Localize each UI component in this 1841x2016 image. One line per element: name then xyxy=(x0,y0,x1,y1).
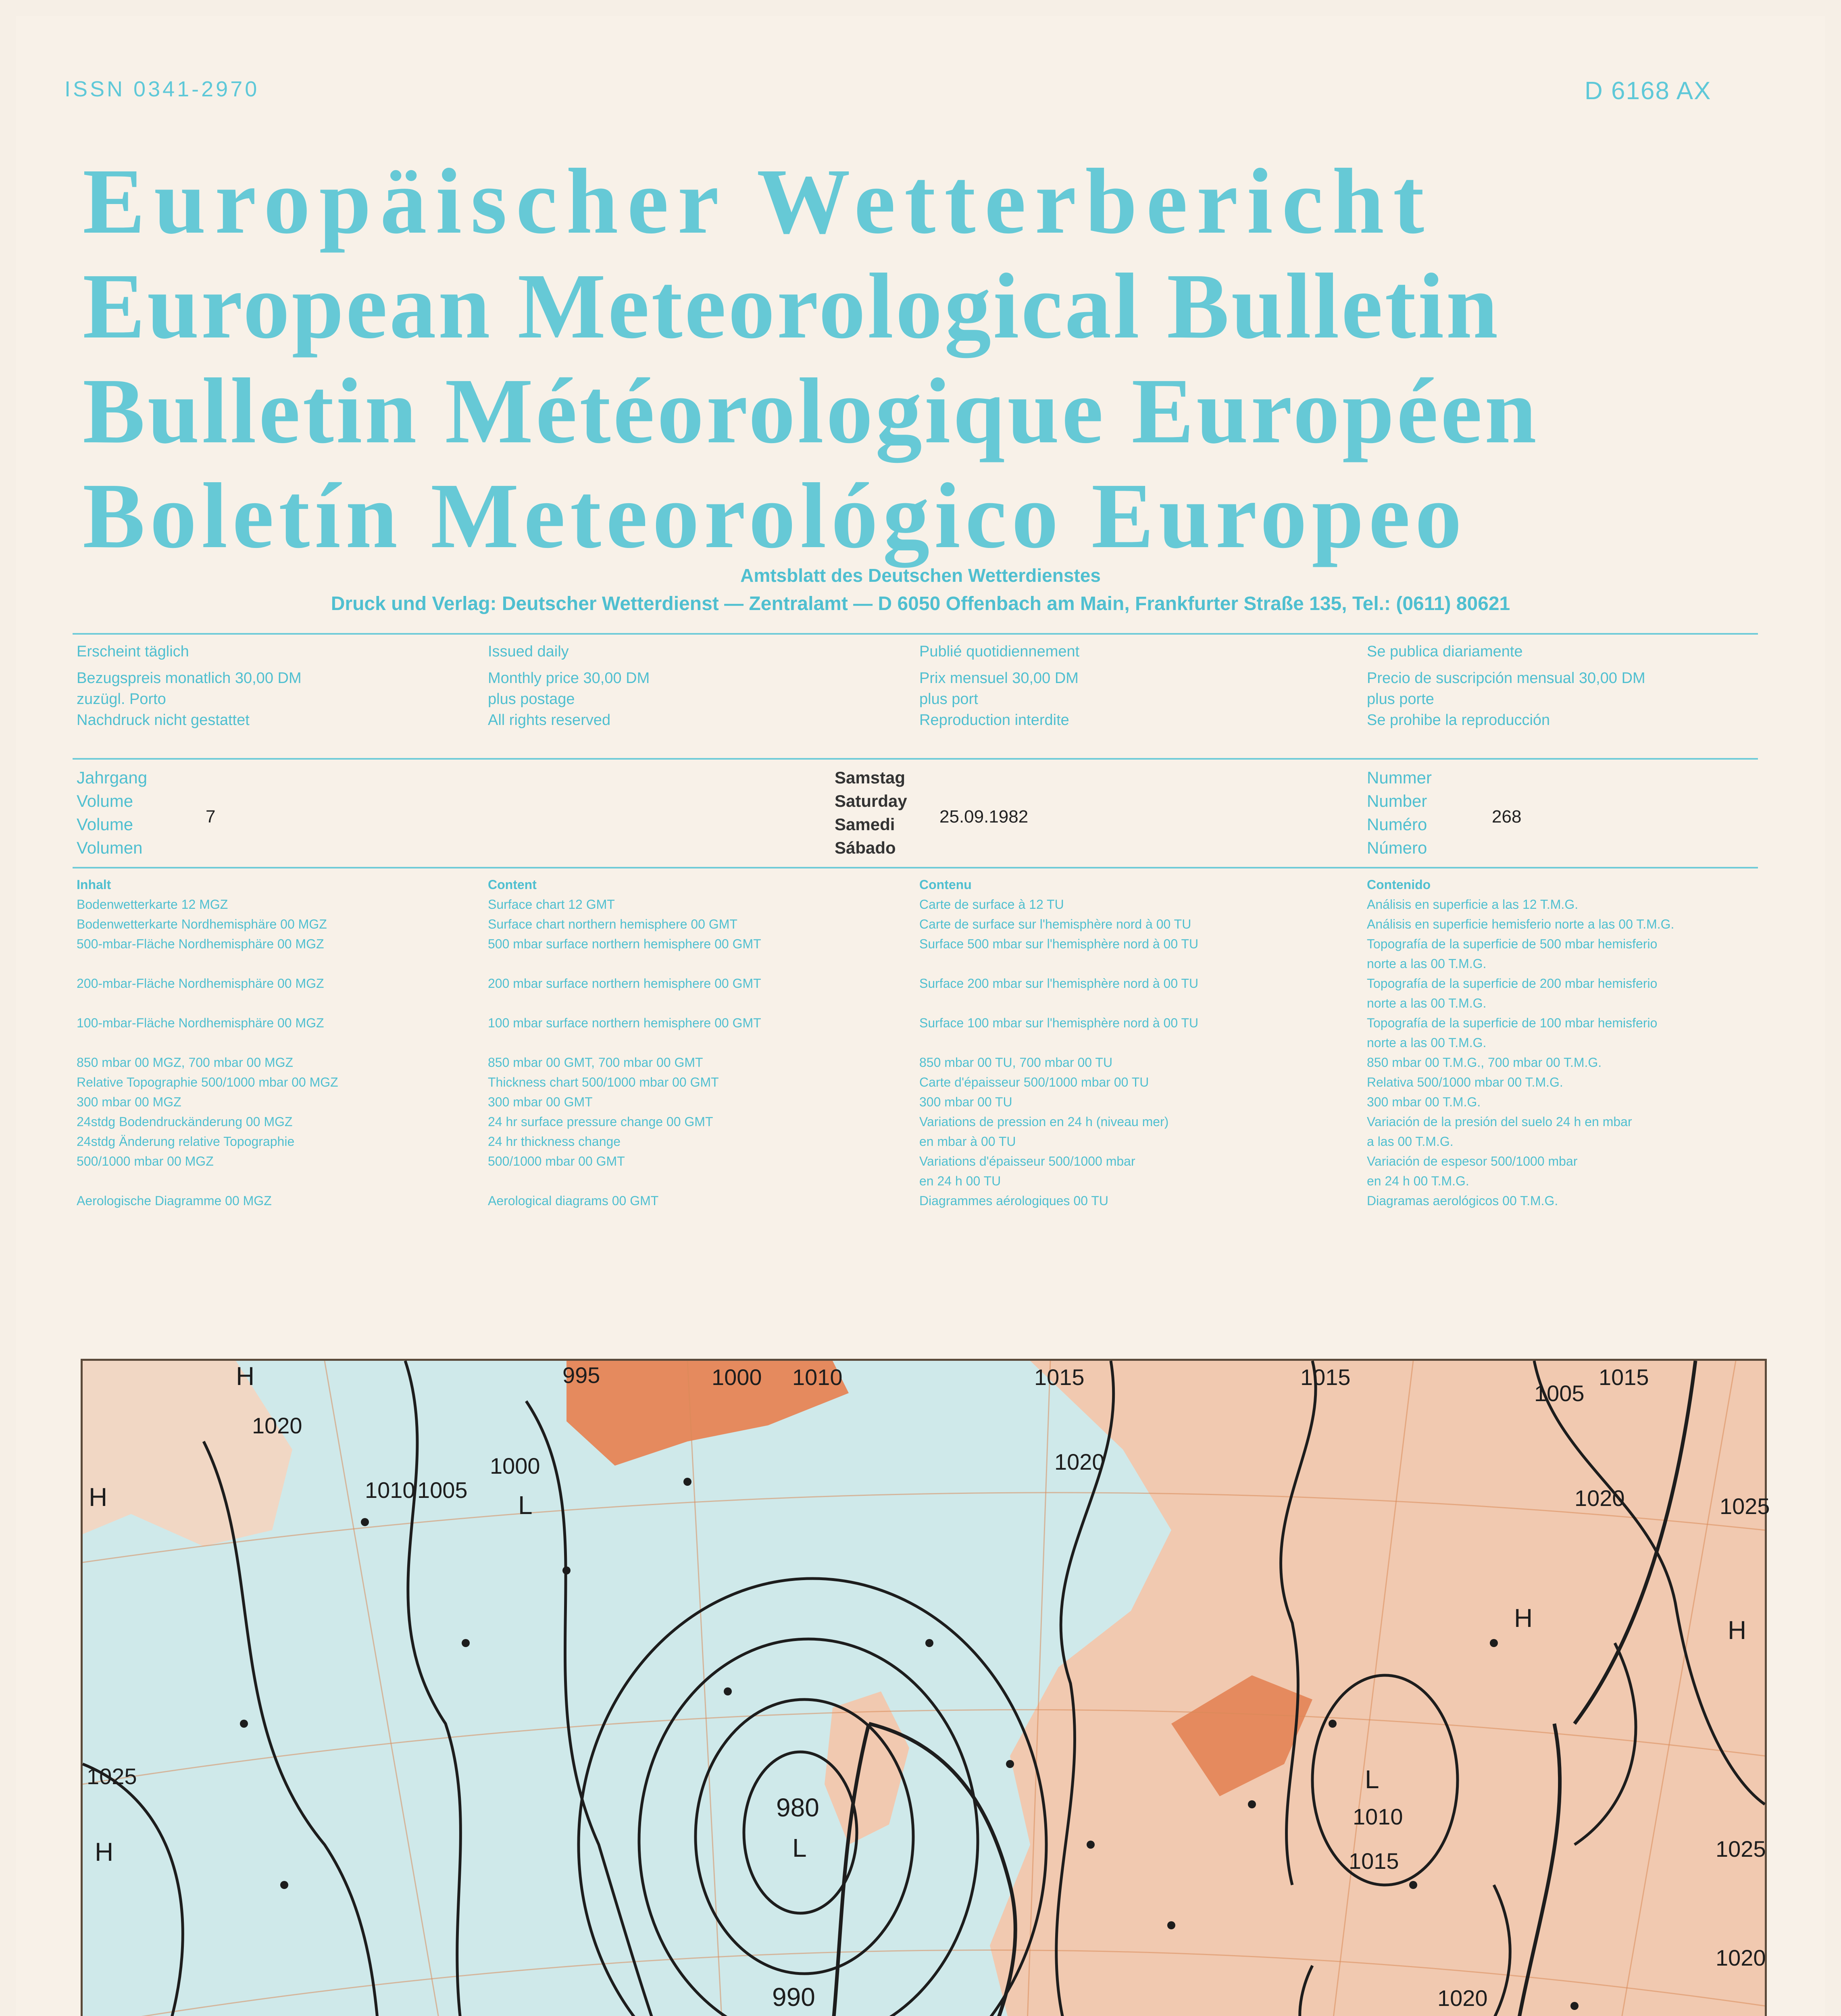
sub-es-3: plus porte xyxy=(1367,691,1434,708)
divider-middle xyxy=(73,758,1758,760)
contents-de-item: 850 mbar 00 MGZ, 700 mbar 00 MGZ xyxy=(77,1055,294,1070)
contents-de-item: Bodenwetterkarte Nordhemisphäre 00 MGZ xyxy=(77,917,327,931)
contents-fr-item xyxy=(919,954,1198,974)
title-spanish: Boletín Meteorológico Europeo xyxy=(83,464,1467,568)
day-label-es: Sábado xyxy=(835,838,896,857)
volume-value: 7 xyxy=(206,807,216,827)
contents-en-item: Thickness chart 500/1000 mbar 00 GMT xyxy=(488,1075,719,1089)
contents-de-item: 100-mbar-Fläche Nordhemisphäre 00 MGZ xyxy=(77,1016,324,1030)
contents-es-item: en 24 h 00 T.M.G. xyxy=(1367,1174,1469,1188)
title-german: Europäischer Wetterbericht xyxy=(83,150,1433,253)
sub-fr-4: Reproduction interdite xyxy=(919,712,1069,729)
contents-es-item: a las 00 T.M.G. xyxy=(1367,1134,1454,1149)
isobar-label: 1015 xyxy=(1599,1364,1649,1390)
contents-de-item xyxy=(77,1033,338,1053)
sub-de-2: Bezugspreis monatlich 30,00 DM xyxy=(77,670,302,687)
contents-spanish xyxy=(1367,875,1674,1211)
high-pressure-centre: H xyxy=(1728,1616,1747,1645)
isobar-label: 1005 xyxy=(417,1477,468,1503)
sub-de-3: zuzügl. Porto xyxy=(77,691,166,708)
subscription-spanish xyxy=(1367,641,1645,731)
title-block xyxy=(83,149,1768,569)
contents-fr-item xyxy=(919,1033,1198,1053)
contents-es-item: Diagramas aerológicos 00 T.M.G. xyxy=(1367,1193,1558,1208)
day-label-de: Samstag xyxy=(835,768,906,787)
contents-fr-item: 850 mbar 00 TU, 700 mbar 00 TU xyxy=(919,1055,1113,1070)
publisher-line1: Amtsblatt des Deutschen Wetterdienstes xyxy=(740,565,1101,586)
contents-de-item xyxy=(77,954,338,974)
contents-de-item: 500-mbar-Fläche Nordhemisphäre 00 MGZ xyxy=(77,937,324,951)
bulletin-page xyxy=(16,16,1825,2016)
contents-en-item: 300 mbar 00 GMT xyxy=(488,1095,593,1109)
number-value: 268 xyxy=(1492,807,1522,827)
isobar-label: 1000 xyxy=(490,1453,540,1479)
volume-label-fr: Volume xyxy=(77,815,133,834)
high-pressure-centre: H xyxy=(95,1837,114,1866)
isobar-label: 1025 xyxy=(1720,1493,1770,1519)
contents-fr-item: Surface 500 mbar sur l'hemisphère nord à 00 TU xyxy=(919,937,1199,951)
contents-fr-item: Surface 200 mbar sur l'hemisphère nord à 00 TU xyxy=(919,976,1199,991)
contents-de-item: 200-mbar-Fläche Nordhemisphäre 00 MGZ xyxy=(77,976,324,991)
isobar-label: 1000 xyxy=(712,1364,762,1390)
contents-es-item: Topografía de la superficie de 500 mbar hemisferio xyxy=(1367,937,1658,951)
contents-de-item xyxy=(77,1171,338,1191)
subscription-french xyxy=(919,641,1079,731)
sub-fr-2: Prix mensuel 30,00 DM xyxy=(919,670,1079,687)
day-labels xyxy=(835,766,907,860)
contents-head-fr: Contenu xyxy=(919,877,972,892)
contents-en-item: 850 mbar 00 GMT, 700 mbar 00 GMT xyxy=(488,1055,703,1070)
isobar-label: 980 xyxy=(776,1793,819,1822)
sub-es-1: Se publica diariamente xyxy=(1367,643,1523,660)
sub-es-4: Se prohibe la reproducción xyxy=(1367,712,1550,729)
contents-es-item: norte a las 00 T.M.G. xyxy=(1367,996,1487,1010)
contents-fr-item: Carte de surface à 12 TU xyxy=(919,897,1064,912)
isobar-label: 1015 xyxy=(1300,1364,1351,1390)
contents-es-item: Topografía de la superficie de 200 mbar hemisferio xyxy=(1367,976,1658,991)
contents-english xyxy=(488,875,761,1211)
contents-head-es: Contenido xyxy=(1367,877,1431,892)
number-label-fr: Numéro xyxy=(1367,815,1427,834)
day-label-fr: Samedi xyxy=(835,815,895,834)
title-french: Bulletin Météorologique Européen xyxy=(83,359,1539,463)
contents-de-item: Aerologische Diagramme 00 MGZ xyxy=(77,1193,272,1208)
number-labels xyxy=(1367,766,1432,860)
volume-label-de: Jahrgang xyxy=(77,768,148,787)
contents-es-item: Topografía de la superficie de 100 mbar hemisferio xyxy=(1367,1016,1658,1030)
contents-french xyxy=(919,875,1198,1211)
contents-fr-item: en mbar à 00 TU xyxy=(919,1134,1016,1149)
contents-fr-item: Variations de pression en 24 h (niveau mer) xyxy=(919,1114,1169,1129)
surface-chart-map xyxy=(81,1359,1770,2016)
isobar-label: 1020 xyxy=(1054,1449,1105,1475)
divider-top xyxy=(73,633,1758,635)
contents-german xyxy=(77,875,338,1211)
sub-en-4: All rights reserved xyxy=(488,712,611,729)
contents-en-item xyxy=(488,993,761,1013)
number-label-en: Number xyxy=(1367,791,1427,810)
publisher-line2: Druck und Verlag: Deutscher Wetterdienst — Zentralamt — D 6050 Offenbach am Main, Frankfurter Straße 135, Tel.: (0611) 80621 xyxy=(331,593,1510,614)
isobar-label: 1025 xyxy=(87,1764,137,1789)
contents-de-item: Relative Topographie 500/1000 mbar 00 MGZ xyxy=(77,1075,338,1089)
day-label-en: Saturday xyxy=(835,791,907,810)
contents-fr-item: Carte de surface sur l'hemisphère nord à 00 TU xyxy=(919,917,1191,931)
issn-number: ISSN 0341-2970 xyxy=(65,77,260,101)
contents-head-de: Inhalt xyxy=(77,877,111,892)
isobar-label: 1020 xyxy=(1574,1485,1625,1511)
high-pressure-centre: H xyxy=(236,1362,255,1391)
contents-de-item: 300 mbar 00 MGZ xyxy=(77,1095,181,1109)
isobar-label: 1005 xyxy=(1534,1381,1585,1406)
isobar-label: 1025 xyxy=(1716,1836,1766,1862)
contents-es-item: Variación de la presión del suelo 24 h en mbar xyxy=(1367,1114,1632,1129)
contents-fr-item: en 24 h 00 TU xyxy=(919,1174,1001,1188)
contents-es-item: Variación de espesor 500/1000 mbar xyxy=(1367,1154,1578,1168)
isobar-label: 1015 xyxy=(1034,1364,1085,1390)
sub-fr-3: plus port xyxy=(919,691,978,708)
volume-label-en: Volume xyxy=(77,791,133,810)
contents-de-item: 500/1000 mbar 00 MGZ xyxy=(77,1154,214,1168)
contents-fr-item: Diagrammes aérologiques 00 TU xyxy=(919,1193,1108,1208)
isobar-label: 1020 xyxy=(1437,1985,1488,2011)
isobar-label: 995 xyxy=(562,1362,600,1388)
publication-code: D 6168 AX xyxy=(1585,77,1712,105)
contents-en-item: 200 mbar surface northern hemisphere 00 GMT xyxy=(488,976,761,991)
contents-head-en: Content xyxy=(488,877,537,892)
contents-en-item: Aerological diagrams 00 GMT xyxy=(488,1193,659,1208)
sub-fr-1: Publié quotidiennement xyxy=(919,643,1080,660)
contents-en-item: 500/1000 mbar 00 GMT xyxy=(488,1154,625,1168)
contents-es-item: 850 mbar 00 T.M.G., 700 mbar 00 T.M.G. xyxy=(1367,1055,1602,1070)
contents-de-item: Bodenwetterkarte 12 MGZ xyxy=(77,897,228,912)
low-pressure-centre: L xyxy=(518,1491,533,1520)
volume-label-es: Volumen xyxy=(77,838,143,857)
contents-en-item: 500 mbar surface northern hemisphere 00 GMT xyxy=(488,937,761,951)
contents-en-item: 24 hr surface pressure change 00 GMT xyxy=(488,1114,713,1129)
surface-chart-svg xyxy=(83,1361,1770,2016)
contents-en-item: 100 mbar surface northern hemisphere 00 GMT xyxy=(488,1016,761,1030)
isobar-label: 1015 xyxy=(1349,1848,1399,1874)
contents-en-item xyxy=(488,1033,761,1053)
sub-de-4: Nachdruck nicht gestattet xyxy=(77,712,250,729)
sub-en-3: plus postage xyxy=(488,691,575,708)
isobar-label: 1010 xyxy=(792,1364,843,1390)
contents-es-item: Análisis en superficie a las 12 T.M.G. xyxy=(1367,897,1579,912)
contents-en-item: Surface chart 12 GMT xyxy=(488,897,615,912)
low-pressure-centre: L xyxy=(1365,1765,1379,1794)
contents-en-item xyxy=(488,954,761,974)
contents-es-item: norte a las 00 T.M.G. xyxy=(1367,956,1487,971)
contents-en-item xyxy=(488,1171,761,1191)
title-english: European Meteorological Bulletin xyxy=(83,254,1500,358)
isobar-label: 1020 xyxy=(252,1413,302,1438)
contents-en-item: Surface chart northern hemisphere 00 GMT xyxy=(488,917,737,931)
contents-en-item: 24 hr thickness change xyxy=(488,1134,621,1149)
isobar-label: 1010 xyxy=(365,1477,415,1503)
contents-es-item: norte a las 00 T.M.G. xyxy=(1367,1035,1487,1050)
subscription-english xyxy=(488,641,650,731)
contents-fr-item: 300 mbar 00 TU xyxy=(919,1095,1012,1109)
number-label-de: Nummer xyxy=(1367,768,1432,787)
sub-es-2: Precio de suscripción mensual 30,00 DM xyxy=(1367,670,1645,687)
contents-de-item: 24stdg Bodendruckänderung 00 MGZ xyxy=(77,1114,293,1129)
high-pressure-centre: H xyxy=(89,1483,108,1512)
contents-fr-item: Surface 100 mbar sur l'hemisphère nord à 00 TU xyxy=(919,1016,1199,1030)
sub-en-2: Monthly price 30,00 DM xyxy=(488,670,650,687)
isobar-label: 1010 xyxy=(1353,1804,1403,1829)
isobar-label: 1020 xyxy=(1716,1945,1766,1970)
contents-es-item: Relativa 500/1000 mbar 00 T.M.G. xyxy=(1367,1075,1563,1089)
contents-es-item: 300 mbar 00 T.M.G. xyxy=(1367,1095,1481,1109)
divider-lower xyxy=(73,867,1758,868)
contents-fr-item xyxy=(919,993,1198,1013)
contents-de-item: 24stdg Änderung relative Topographie xyxy=(77,1134,295,1149)
low-pressure-centre: L xyxy=(792,1833,807,1862)
contents-fr-item: Carte d'épaisseur 500/1000 mbar 00 TU xyxy=(919,1075,1149,1089)
subscription-german xyxy=(77,641,302,731)
sub-en-1: Issued daily xyxy=(488,643,569,660)
isobar-label: 990 xyxy=(772,1983,815,2012)
contents-de-item xyxy=(77,993,338,1013)
contents-fr-item: Variations d'épaisseur 500/1000 mbar xyxy=(919,1154,1135,1168)
contents-es-item: Análisis en superficie hemisferio norte a las 00 T.M.G. xyxy=(1367,917,1674,931)
high-pressure-centre: H xyxy=(1514,1604,1533,1633)
issue-date: 25.09.1982 xyxy=(939,807,1029,827)
number-label-es: Número xyxy=(1367,838,1427,857)
volume-labels xyxy=(77,766,147,860)
sub-de-1: Erscheint täglich xyxy=(77,643,189,660)
